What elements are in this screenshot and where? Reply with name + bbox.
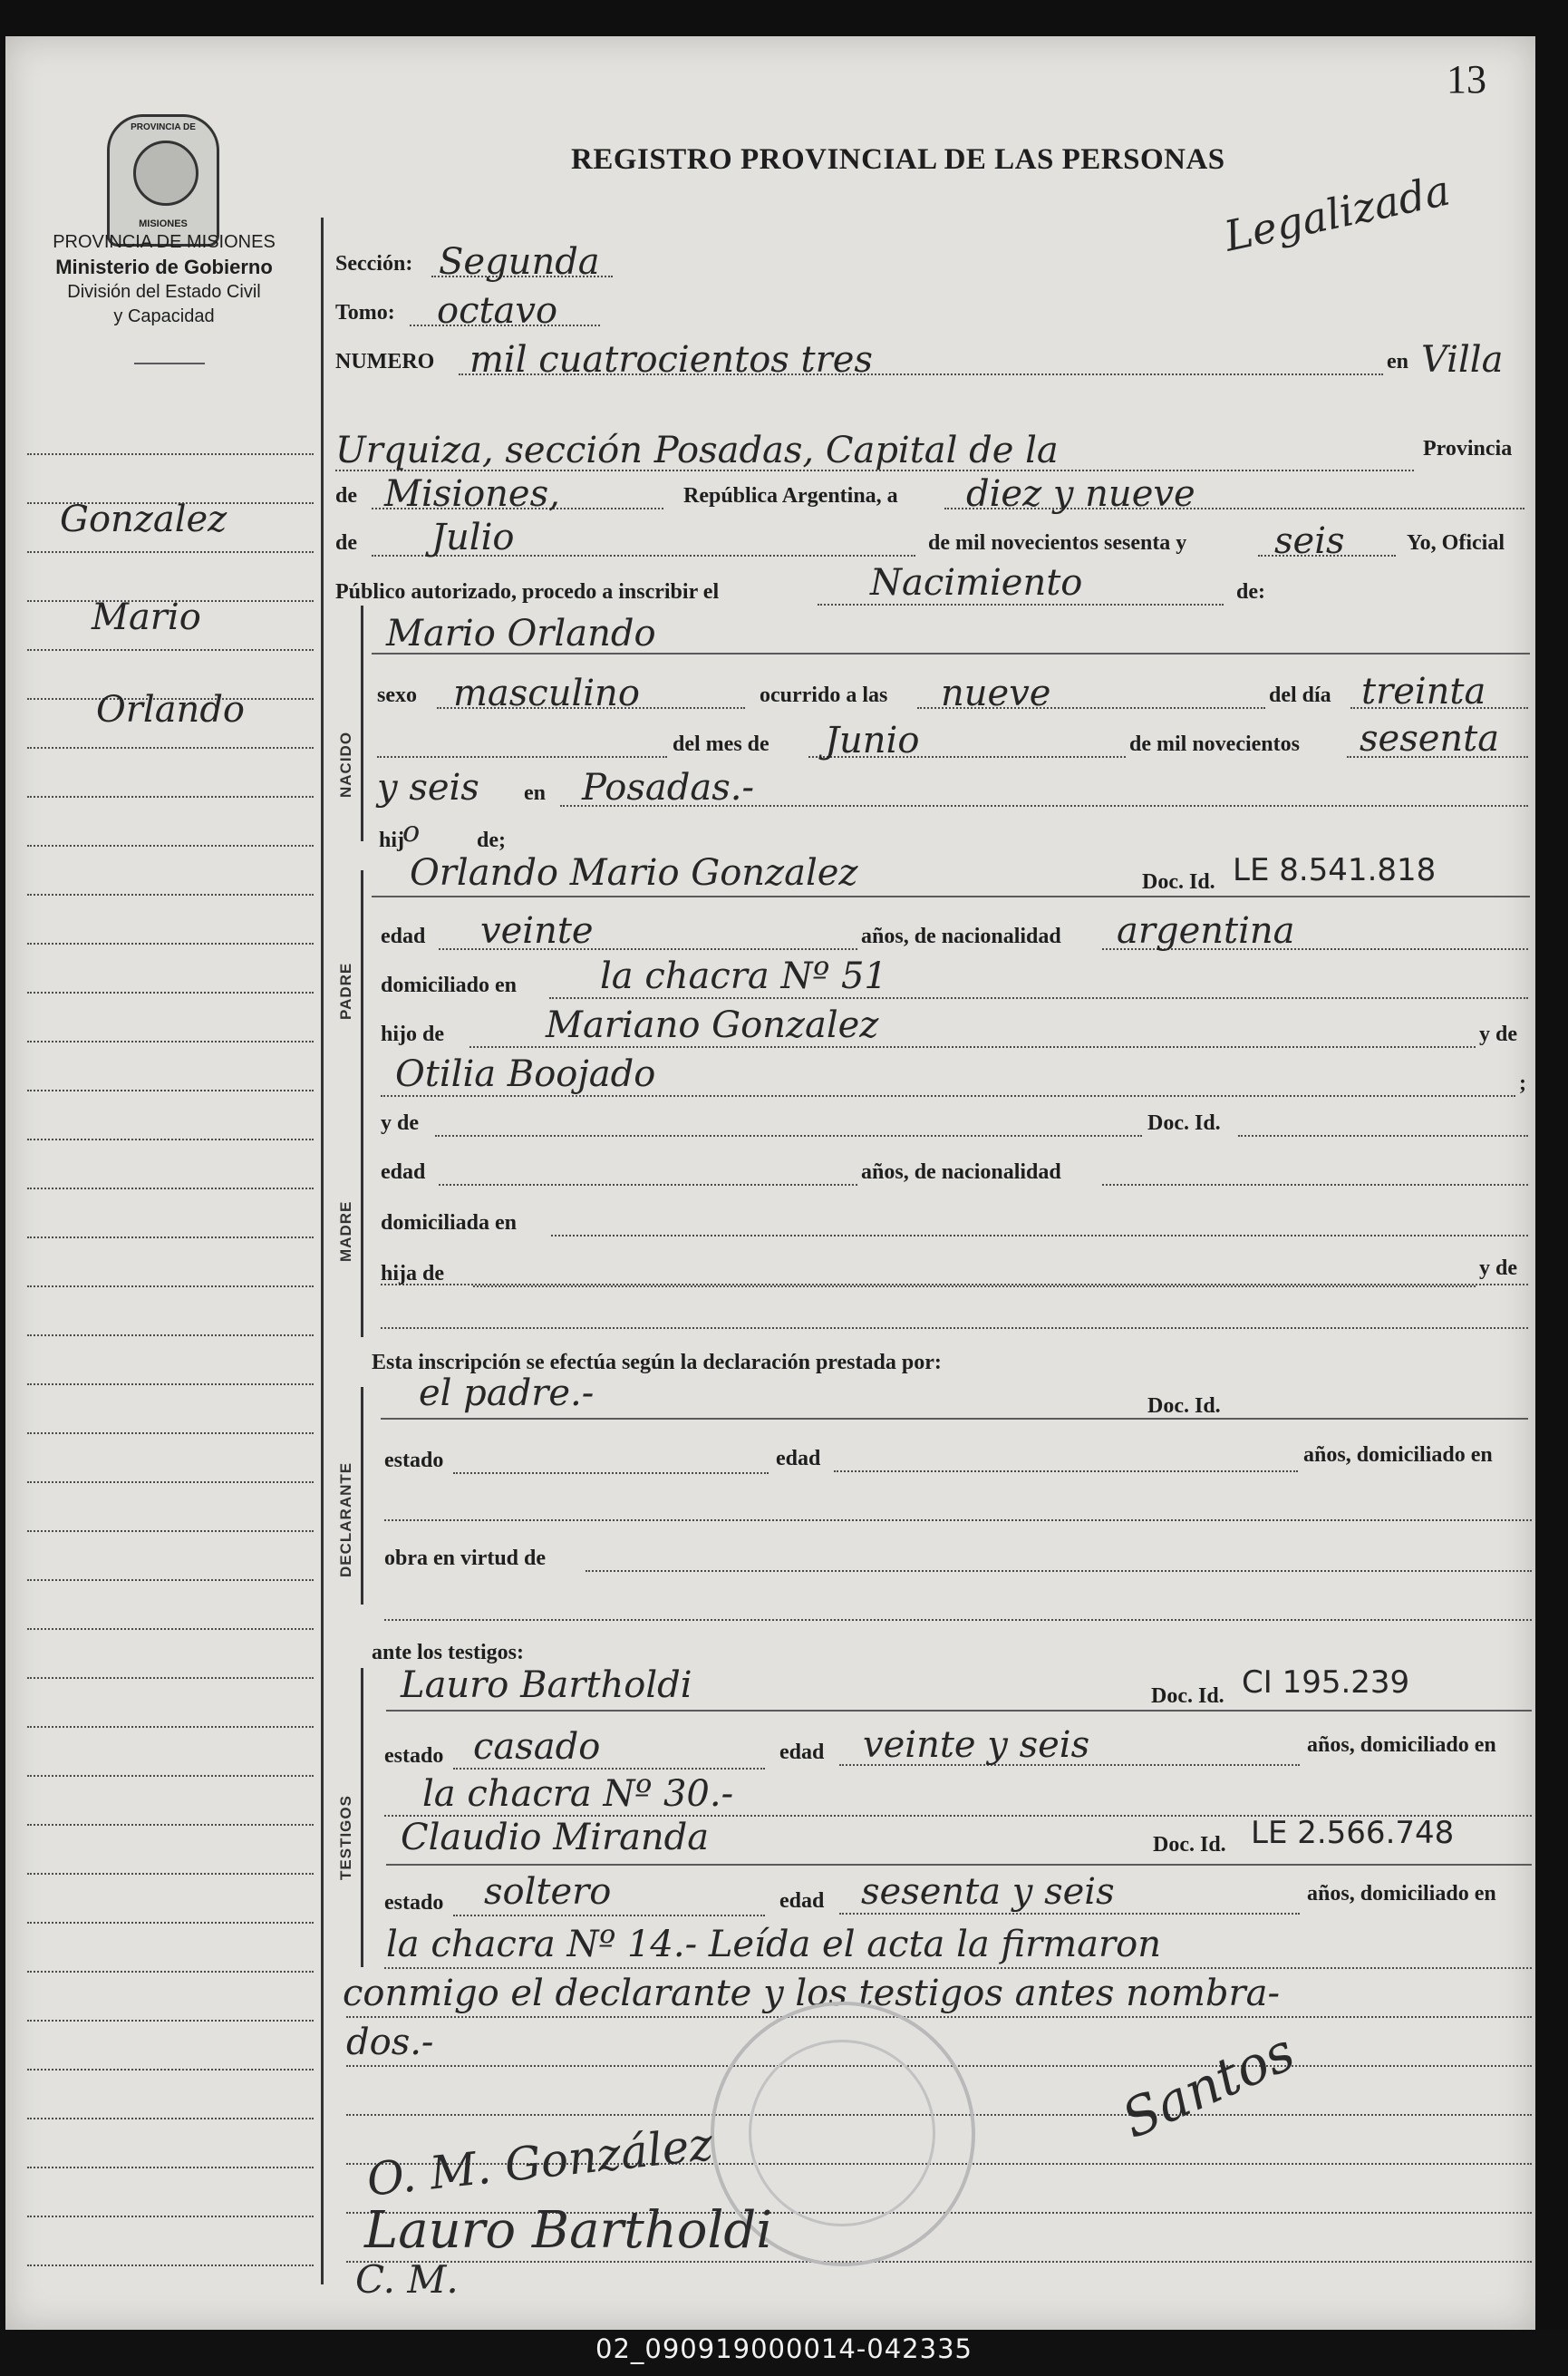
value-dia: treinta xyxy=(1361,671,1486,713)
value-padre-dom: la chacra Nº 51 xyxy=(600,955,887,997)
line-testigo2-edad xyxy=(839,1913,1300,1915)
line-madre-doc xyxy=(1238,1135,1528,1137)
line-declarante-dom xyxy=(384,1519,1532,1521)
margin-line xyxy=(27,1481,314,1483)
label-en-lugar: en xyxy=(524,781,546,805)
margin-line xyxy=(27,1628,314,1630)
margin-line xyxy=(27,2264,314,2266)
value-lugar-nac: Posadas.- xyxy=(582,767,754,809)
label-obra: obra en virtud de xyxy=(384,1547,547,1570)
line-obra xyxy=(586,1570,1532,1572)
label-semicolon: ; xyxy=(1519,1072,1526,1095)
value-declarante: el padre.- xyxy=(419,1372,595,1414)
margin-line xyxy=(27,1824,314,1826)
label-de-mes: de xyxy=(335,531,357,555)
margin-line xyxy=(27,2167,314,2168)
closing-line xyxy=(346,2261,1532,2263)
label-padre-hijo-de: hijo de xyxy=(381,1023,445,1046)
seal-text-bottom: MISIONES xyxy=(139,218,188,229)
value-padre-nac: argentina xyxy=(1117,910,1295,952)
label-de-hij: de; xyxy=(477,829,506,852)
image-filename: 02_090919000014-042335 xyxy=(595,2333,973,2364)
line-testigo2-dom xyxy=(384,1967,1532,1969)
label-padre-nac: años, de nacionalidad xyxy=(861,925,1061,948)
line-declarante-estado xyxy=(453,1472,769,1474)
label-seccion: Sección: xyxy=(335,252,413,276)
division-name: División del Estado Civil xyxy=(67,282,261,302)
label-esta-inscripcion: Esta inscripción se efectúa según la declaración prestada por: xyxy=(372,1351,942,1374)
line-padre-madre xyxy=(381,1095,1515,1097)
margin-line xyxy=(27,1922,314,1924)
margin-line xyxy=(27,1188,314,1189)
seal-text-top: PROVINCIA DE xyxy=(131,122,196,132)
value-tomo: octavo xyxy=(437,290,558,332)
side-label-padre: PADRE xyxy=(337,962,354,1020)
value-testigo1-estado: casado xyxy=(473,1726,601,1768)
province-name: PROVINCIA DE MISIONES xyxy=(53,232,276,252)
label-madre-y-de: y de xyxy=(381,1111,419,1135)
margin-line xyxy=(27,1334,314,1336)
margin-line xyxy=(27,1677,314,1679)
margin-line xyxy=(27,1579,314,1581)
line-madre-dom xyxy=(551,1235,1528,1236)
value-sexo: masculino xyxy=(453,673,640,714)
margin-line xyxy=(27,453,314,455)
margin-line xyxy=(27,845,314,847)
value-testigo1-doc: CI 195.239 xyxy=(1242,1664,1410,1701)
margin-line xyxy=(27,1236,314,1238)
line-testigo1-nombre xyxy=(386,1710,1532,1712)
value-anio-nac: sesenta xyxy=(1360,718,1500,760)
label-del-mes: del mes de xyxy=(673,732,769,756)
margin-line xyxy=(27,1139,314,1140)
label-madre-doc: Doc. Id. xyxy=(1147,1111,1221,1135)
value-testigo1-nombre: Lauro Bartholdi xyxy=(401,1664,692,1706)
line-obra-2 xyxy=(384,1619,1532,1621)
value-seccion: Segunda xyxy=(439,241,600,283)
label-publico: Público autorizado, procedo a inscribir el xyxy=(335,580,720,604)
value-fecha-dia: diez y nueve xyxy=(966,473,1195,515)
label-madre-edad: edad xyxy=(381,1160,426,1184)
signature-father: O. M. González xyxy=(364,2118,716,2206)
margin-line xyxy=(27,943,314,945)
label-declarante-estado: estado xyxy=(384,1449,444,1472)
value-hora: nueve xyxy=(941,673,1051,714)
margin-line xyxy=(27,1041,314,1043)
label-testigo1-estado: estado xyxy=(384,1744,444,1768)
label-republica: República Argentina, a xyxy=(683,484,898,508)
margin-line xyxy=(27,1775,314,1777)
line-padre-nombre xyxy=(372,896,1530,897)
margin-line xyxy=(27,894,314,896)
value-cierre-1: conmigo el declarante y los testigos antes nombra- xyxy=(343,1973,1281,2014)
padre-bracket xyxy=(361,870,363,1115)
label-testigo2-anos: años, domiciliado en xyxy=(1307,1882,1496,1906)
margin-line xyxy=(27,1530,314,1532)
margin-line xyxy=(27,2216,314,2217)
label-declarante-anos: años, domiciliado en xyxy=(1303,1443,1493,1467)
label-de-mil: de mil novecientos sesenta y xyxy=(928,531,1187,555)
label-provincia: Provincia xyxy=(1423,437,1513,461)
page-number: 13 xyxy=(1447,57,1486,102)
label-padre-edad: edad xyxy=(381,925,426,948)
label-ante-testigos: ante los testigos: xyxy=(372,1641,524,1664)
division-name-2: y Capacidad xyxy=(113,306,215,326)
margin-line xyxy=(27,1432,314,1434)
value-padre-madre: Otilia Boojado xyxy=(395,1053,656,1095)
margin-line xyxy=(27,1726,314,1728)
value-padre-hijo-de: Mariano Gonzalez xyxy=(546,1004,879,1046)
label-de-prov: de xyxy=(335,484,357,508)
margin-line xyxy=(27,747,314,749)
value-acto: Nacimiento xyxy=(870,562,1083,604)
line-testigo1-estado xyxy=(453,1768,765,1770)
margin-line xyxy=(27,649,314,651)
margin-line xyxy=(27,551,314,553)
label-del-dia: del día xyxy=(1269,684,1331,707)
label-testigo2-estado: estado xyxy=(384,1891,444,1915)
line-declarante xyxy=(381,1418,1528,1420)
line-declarante-edad xyxy=(834,1470,1298,1472)
declarante-bracket xyxy=(361,1387,363,1605)
value-testigo2-estado: soltero xyxy=(484,1871,612,1913)
value-hij-suffix: o xyxy=(402,814,421,849)
line-padre-hijo-de xyxy=(469,1046,1476,1048)
seal-emblem xyxy=(133,141,198,206)
line-padre-dom xyxy=(549,997,1528,999)
signature-official: Santos xyxy=(1113,2020,1304,2151)
line-cierre-1 xyxy=(346,2016,1532,2018)
label-padre-doc: Doc. Id. xyxy=(1142,870,1215,894)
margin-line xyxy=(27,1873,314,1875)
label-padre-y-de: y de xyxy=(1479,1023,1517,1046)
testigos-bracket xyxy=(361,1668,363,1967)
value-testigo2-edad: sesenta y seis xyxy=(861,1871,1115,1913)
value-lugar: Urquiza, sección Posadas, Capital de la xyxy=(335,430,1059,471)
label-yo-oficial: Yo, Oficial xyxy=(1407,531,1505,555)
label-ocurrido: ocurrido a las xyxy=(760,684,888,707)
margin-line xyxy=(27,796,314,798)
madre-bracket xyxy=(361,1115,363,1337)
margin-first-name: Mario xyxy=(92,596,201,638)
margin-line xyxy=(27,1383,314,1385)
registry-sheet xyxy=(5,36,1535,2330)
margin-second-name: Orlando xyxy=(96,689,246,731)
margin-line xyxy=(27,1971,314,1973)
side-label-madre: MADRE xyxy=(337,1200,354,1262)
value-mes-nac: Junio xyxy=(825,720,920,761)
label-de-mil-nov: de mil novecientos xyxy=(1129,732,1300,756)
label-madre-y-de-2: y de xyxy=(1479,1256,1517,1280)
margin-divider xyxy=(321,218,324,2284)
signature-witness-1: Lauro Bartholdi xyxy=(364,2201,773,2260)
margin-surname: Gonzalez xyxy=(60,499,227,540)
margin-line xyxy=(27,992,314,994)
label-madre-hija-de: hija de xyxy=(381,1262,445,1285)
label-de-colon: de: xyxy=(1236,580,1265,604)
label-padre-dom: domiciliado en xyxy=(381,974,518,997)
side-label-nacido: NACIDO xyxy=(337,731,354,798)
margin-line xyxy=(27,2069,314,2071)
margin-line xyxy=(27,2020,314,2022)
label-testigo2-edad: edad xyxy=(779,1889,825,1913)
side-label-testigos: TESTIGOS xyxy=(337,1795,354,1880)
label-en: en xyxy=(1387,350,1408,373)
value-cierre-2: dos.- xyxy=(346,2022,434,2063)
line-madre-edad xyxy=(439,1184,857,1186)
value-fecha-mes: Julio xyxy=(431,517,515,558)
value-provincia: Misiones, xyxy=(384,473,560,515)
value-padre-nombre: Orlando Mario Gonzalez xyxy=(410,852,858,894)
label-declarante-edad: edad xyxy=(776,1447,821,1470)
label-declarante-doc: Doc. Id. xyxy=(1147,1394,1221,1418)
value-padre-doc: LE 8.541.818 xyxy=(1233,852,1437,888)
nacido-bracket xyxy=(361,606,363,841)
page-title: REGISTRO PROVINCIAL DE LAS PERSONAS xyxy=(571,143,1225,176)
label-testigo2-doc: Doc. Id. xyxy=(1153,1833,1226,1857)
signature-witness-2: C. M. xyxy=(355,2257,459,2302)
line-blank-nacido xyxy=(377,756,667,758)
value-en: Villa xyxy=(1421,339,1504,381)
line-acto xyxy=(818,604,1224,606)
margin-line xyxy=(27,2118,314,2119)
value-numero: mil cuatrocientos tres xyxy=(469,339,873,381)
value-anio: seis xyxy=(1274,520,1345,562)
label-tomo: Tomo: xyxy=(335,301,395,325)
value-testigo1-edad: veinte y seis xyxy=(863,1724,1090,1766)
margin-line xyxy=(27,1285,314,1287)
label-madre-dom: domiciliada en xyxy=(381,1211,518,1235)
label-hij: hij xyxy=(379,829,405,852)
margin-line xyxy=(27,1090,314,1091)
line-testigo2-estado xyxy=(453,1915,765,1916)
label-sexo: sexo xyxy=(377,684,417,707)
label-testigo1-doc: Doc. Id. xyxy=(1151,1684,1224,1708)
line-testigo2-nombre xyxy=(386,1864,1532,1866)
value-nombre: Mario Orlando xyxy=(386,613,656,655)
label-testigo1-anos: años, domiciliado en xyxy=(1307,1733,1496,1757)
coat-of-arms-seal xyxy=(107,114,219,247)
line-madre-nombre xyxy=(435,1135,1142,1137)
side-label-declarante: DECLARANTE xyxy=(337,1461,354,1577)
value-testigo2-dom: la chacra Nº 14.- Leída el acta la firmaron xyxy=(386,1924,1161,1965)
line-madre-extra xyxy=(381,1327,1528,1329)
value-testigo2-nombre: Claudio Miranda xyxy=(401,1817,710,1858)
value-anio-nac-2: y seis xyxy=(377,767,479,809)
line-madre-nac xyxy=(1102,1184,1528,1186)
label-madre-nac: años, de nacionalidad xyxy=(861,1160,1061,1184)
label-testigo1-edad: edad xyxy=(779,1741,825,1764)
label-numero: NUMERO xyxy=(335,350,435,373)
ministry-name: Ministerio de Gobierno xyxy=(55,256,273,278)
legalizada-annotation: Legalizada xyxy=(1220,165,1455,261)
value-padre-edad: veinte xyxy=(480,910,594,952)
header-rule xyxy=(134,363,205,364)
value-testigo1-dom: la chacra Nº 30.- xyxy=(422,1773,734,1815)
line-madre-hija-de xyxy=(473,1285,1476,1287)
value-testigo2-doc: LE 2.566.748 xyxy=(1251,1815,1455,1851)
